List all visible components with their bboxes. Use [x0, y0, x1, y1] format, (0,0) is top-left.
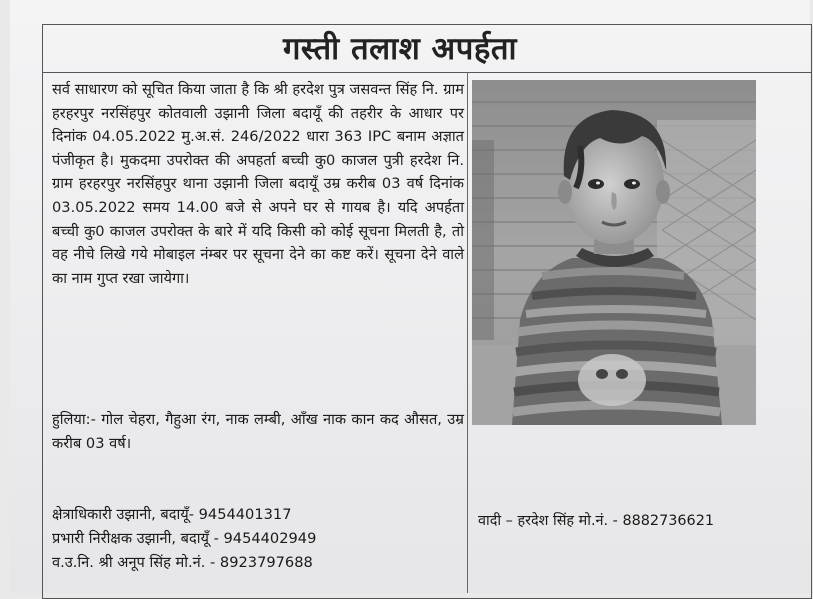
notice-title: गस्ती तलाश अपर्हता	[282, 31, 518, 67]
notice-body-paragraph: सर्व साधारण को सूचित किया जाता है कि श्री हरदेश पुत्र जसवन्त सिंह नि. ग्राम हरहरपुर नरसिंहपुर कोतवाली उझानी जिला बदायूँ की तहरीर के आधार पर दिनांक 04.05.2022 मु.अ.सं. 246/2022 धारा 363 IPC बनाम अज्ञात पंजीकृत है। मुकदमा उपरोक्त की अपहर्ता बच्ची कु0 काजल पुत्री हरदेश नि. ग्राम हरहरपुर नरसिंहपुर थाना उझानी जिला बदायूँ उम्र करीब 03 वर्ष दिनांक 03.05.2022 समय 14.00 बजे से अपने घर से गायब है। यदि अपर्हता बच्ची कु0 काजल उपरोक्त के बारे में यदि किसी को कोई सूचना मिलती है, तो वह नीचे लिखे गये मोबाइल नंम्बर पर सूचना देने का कष्ट करें। सूचना देने वाले का नाम गुप्त रखा जायेगा।	[52, 81, 464, 287]
contact-list	[52, 503, 464, 575]
child-photo	[472, 80, 756, 425]
notice-body	[52, 78, 464, 290]
plaintiff-contact: वादी – हरदेश सिंह मो.नं. - 8882736621	[478, 513, 715, 529]
column-divider	[467, 72, 468, 593]
contact-circle-officer: क्षेत्राधिकारी उझानी, बदायूँ- 9454401317	[52, 506, 292, 523]
title-divider	[42, 72, 812, 73]
physical-description: हुलिया:- गोल चेहरा, गैहुआ रंग, नाक लम्बी, आँख नाक कान कद औसत, उम्र करीब 03 वर्ष।	[52, 411, 464, 452]
contact-inspector: प्रभारी निरीक्षक उझानी, बदायूँ - 9454402949	[52, 530, 317, 547]
contact-sub-inspector: व.उ.नि. श्री अनूप सिंह मो.नं. - 8923797688	[52, 554, 313, 571]
